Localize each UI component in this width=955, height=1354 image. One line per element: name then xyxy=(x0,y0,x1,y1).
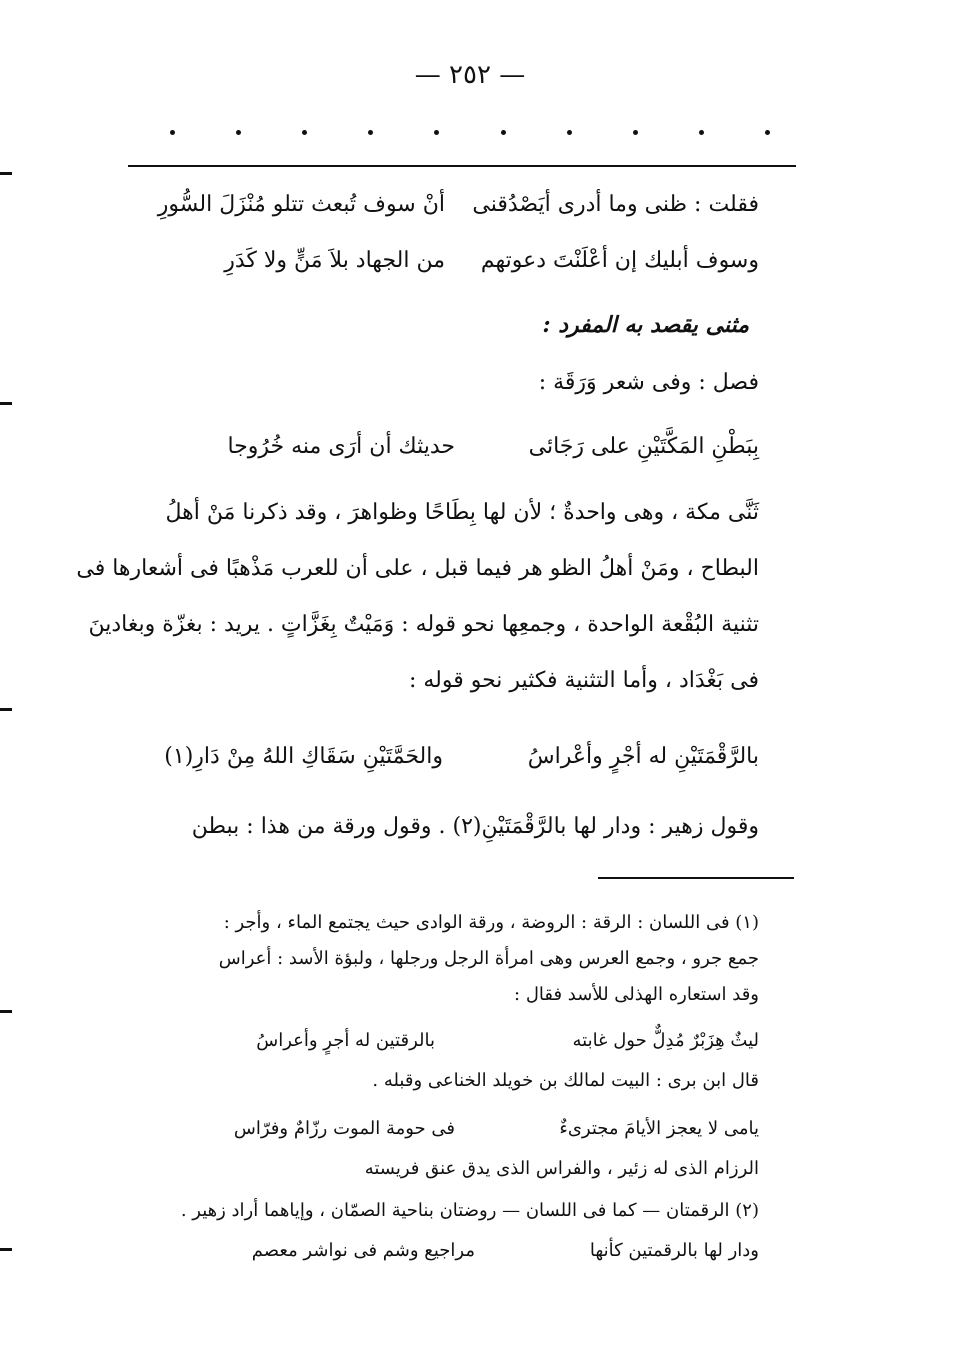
footnote-1-line: وقد استعاره الهذلى للأسد فقال : xyxy=(514,984,759,1005)
footnote-2-verse-right: ودار لها بالرقمتين كأنها xyxy=(589,1240,759,1261)
footnote-1-verse-right: ليثٌ هِزَبْرٌ مُدِلٌّ حول غابته xyxy=(572,1030,759,1051)
prose-line: فى بَغْدَاد ، وأما التثنية فكثير نحو قوله : xyxy=(408,668,759,693)
header-rule xyxy=(128,165,796,167)
footnote-2-line: (٢) الرقمتان — كما فى اللسان — روضتان بناحية الصمّان ، وإياهما أراد زهير . xyxy=(180,1200,759,1221)
verse-4-left-hemistich: والحَمَّتَيْنِ سَقَاكِ اللهُ مِنْ دَارِ(١) xyxy=(164,744,443,769)
margin-mark xyxy=(0,172,12,175)
ornament-dot xyxy=(567,130,572,135)
prose-line: ثَنَّى مكة ، وهى واحدةٌ ؛ لأن لها بِطَاحًا وظواهرَ ، وقد ذكرنا مَنْ أهلُ xyxy=(165,500,759,525)
closing-line: وقول زهير : ودار لها بالرَّقْمَتَيْنِ(٢) . وقول ورقة من هذا : ببطن xyxy=(191,814,759,839)
ornament-dot xyxy=(633,130,638,135)
verse-3-right-hemistich: بِبَطْنِ المَكَّتَيْنِ على رَجَائى xyxy=(528,434,759,459)
footnote-1-attribution: قال ابن برى : البيت لمالك بن خويلد الخناعى وقبله . xyxy=(372,1070,759,1091)
footnote-1-line: جمع جرو ، وجمع العرس وهى امرأة الرجل ورجلها ، ولبؤة الأسد : أعراس xyxy=(218,948,759,969)
verse-1-left-hemistich: أنْ سوف تُبعث تتلو مُنْزَلَ السُّورِ xyxy=(157,192,445,217)
footnote-1-verse-left: بالرقتين له أجرٍ وأعراسُ xyxy=(256,1030,435,1051)
section-heading: مثنى يقصد به المفرد : xyxy=(542,312,749,338)
footnote-2-verse-left: مراجيع وشم فى نواشر معصم xyxy=(251,1240,475,1261)
verse-4-right-hemistich: بالرَّقْمَتَيْنِ له أجْرٍ وأعْراسُ xyxy=(527,744,759,769)
prose-line: البطاح ، ومَنْ أهلُ الظو هر فيما قبل ، على أن للعرب مَذْهبًا فى أشعارها فى xyxy=(76,556,759,581)
ornament-dot xyxy=(302,130,307,135)
verse-1-right-hemistich: فقلت : ظنى وما أدرى أيَصْدُقنى xyxy=(472,192,759,217)
ornament-dot xyxy=(170,130,175,135)
ornament-dot xyxy=(699,130,704,135)
prose-line: تثنية البُقْعة الواحدة ، وجمعِها نحو قوله : وَمَيْتٌ بِغَزَّاتٍ . يريد : بغزّة وبغادينَ xyxy=(88,612,759,637)
verse-3-left-hemistich: حديثك أن أرَى منه خُرُوجا xyxy=(227,434,455,459)
ornament-dot xyxy=(765,130,770,135)
margin-mark xyxy=(0,1010,12,1013)
ornament-dot xyxy=(236,130,241,135)
ornament-dot xyxy=(501,130,506,135)
margin-mark xyxy=(0,402,12,405)
footnote-1-line: (١) فى اللسان : الرقة : الروضة ، ورقة الوادى حيث يجتمع الماء ، وأجر : xyxy=(223,912,759,933)
margin-mark xyxy=(0,1248,12,1251)
footnote-rule xyxy=(598,877,794,879)
ornament-dot xyxy=(434,130,439,135)
ornament-dot xyxy=(368,130,373,135)
dot-ornament-row xyxy=(170,130,770,135)
verse-2-right-hemistich: وسوف أبليك إن أعْلَنْتَ دعوتهم xyxy=(480,248,759,273)
verse-2-left-hemistich: من الجهاد بلاَ مَنٍّ ولا كَدَرِ xyxy=(224,248,445,273)
page-number: — ٢٥٢ — xyxy=(414,60,526,90)
footnote-1-verse2-right: يامى لا يعجز الأيامَ مجترىءٌ xyxy=(559,1118,759,1139)
margin-mark xyxy=(0,708,12,711)
section-intro: فصل : وفى شعر وَرَقَة : xyxy=(538,370,759,395)
footnote-1-gloss: الرزام الذى له زئير ، والفراس الذى يدق عنق فريسته xyxy=(364,1158,759,1179)
footnote-1-verse2-left: فى حومة الموت رزّامٌ وفرّاس xyxy=(233,1118,455,1139)
